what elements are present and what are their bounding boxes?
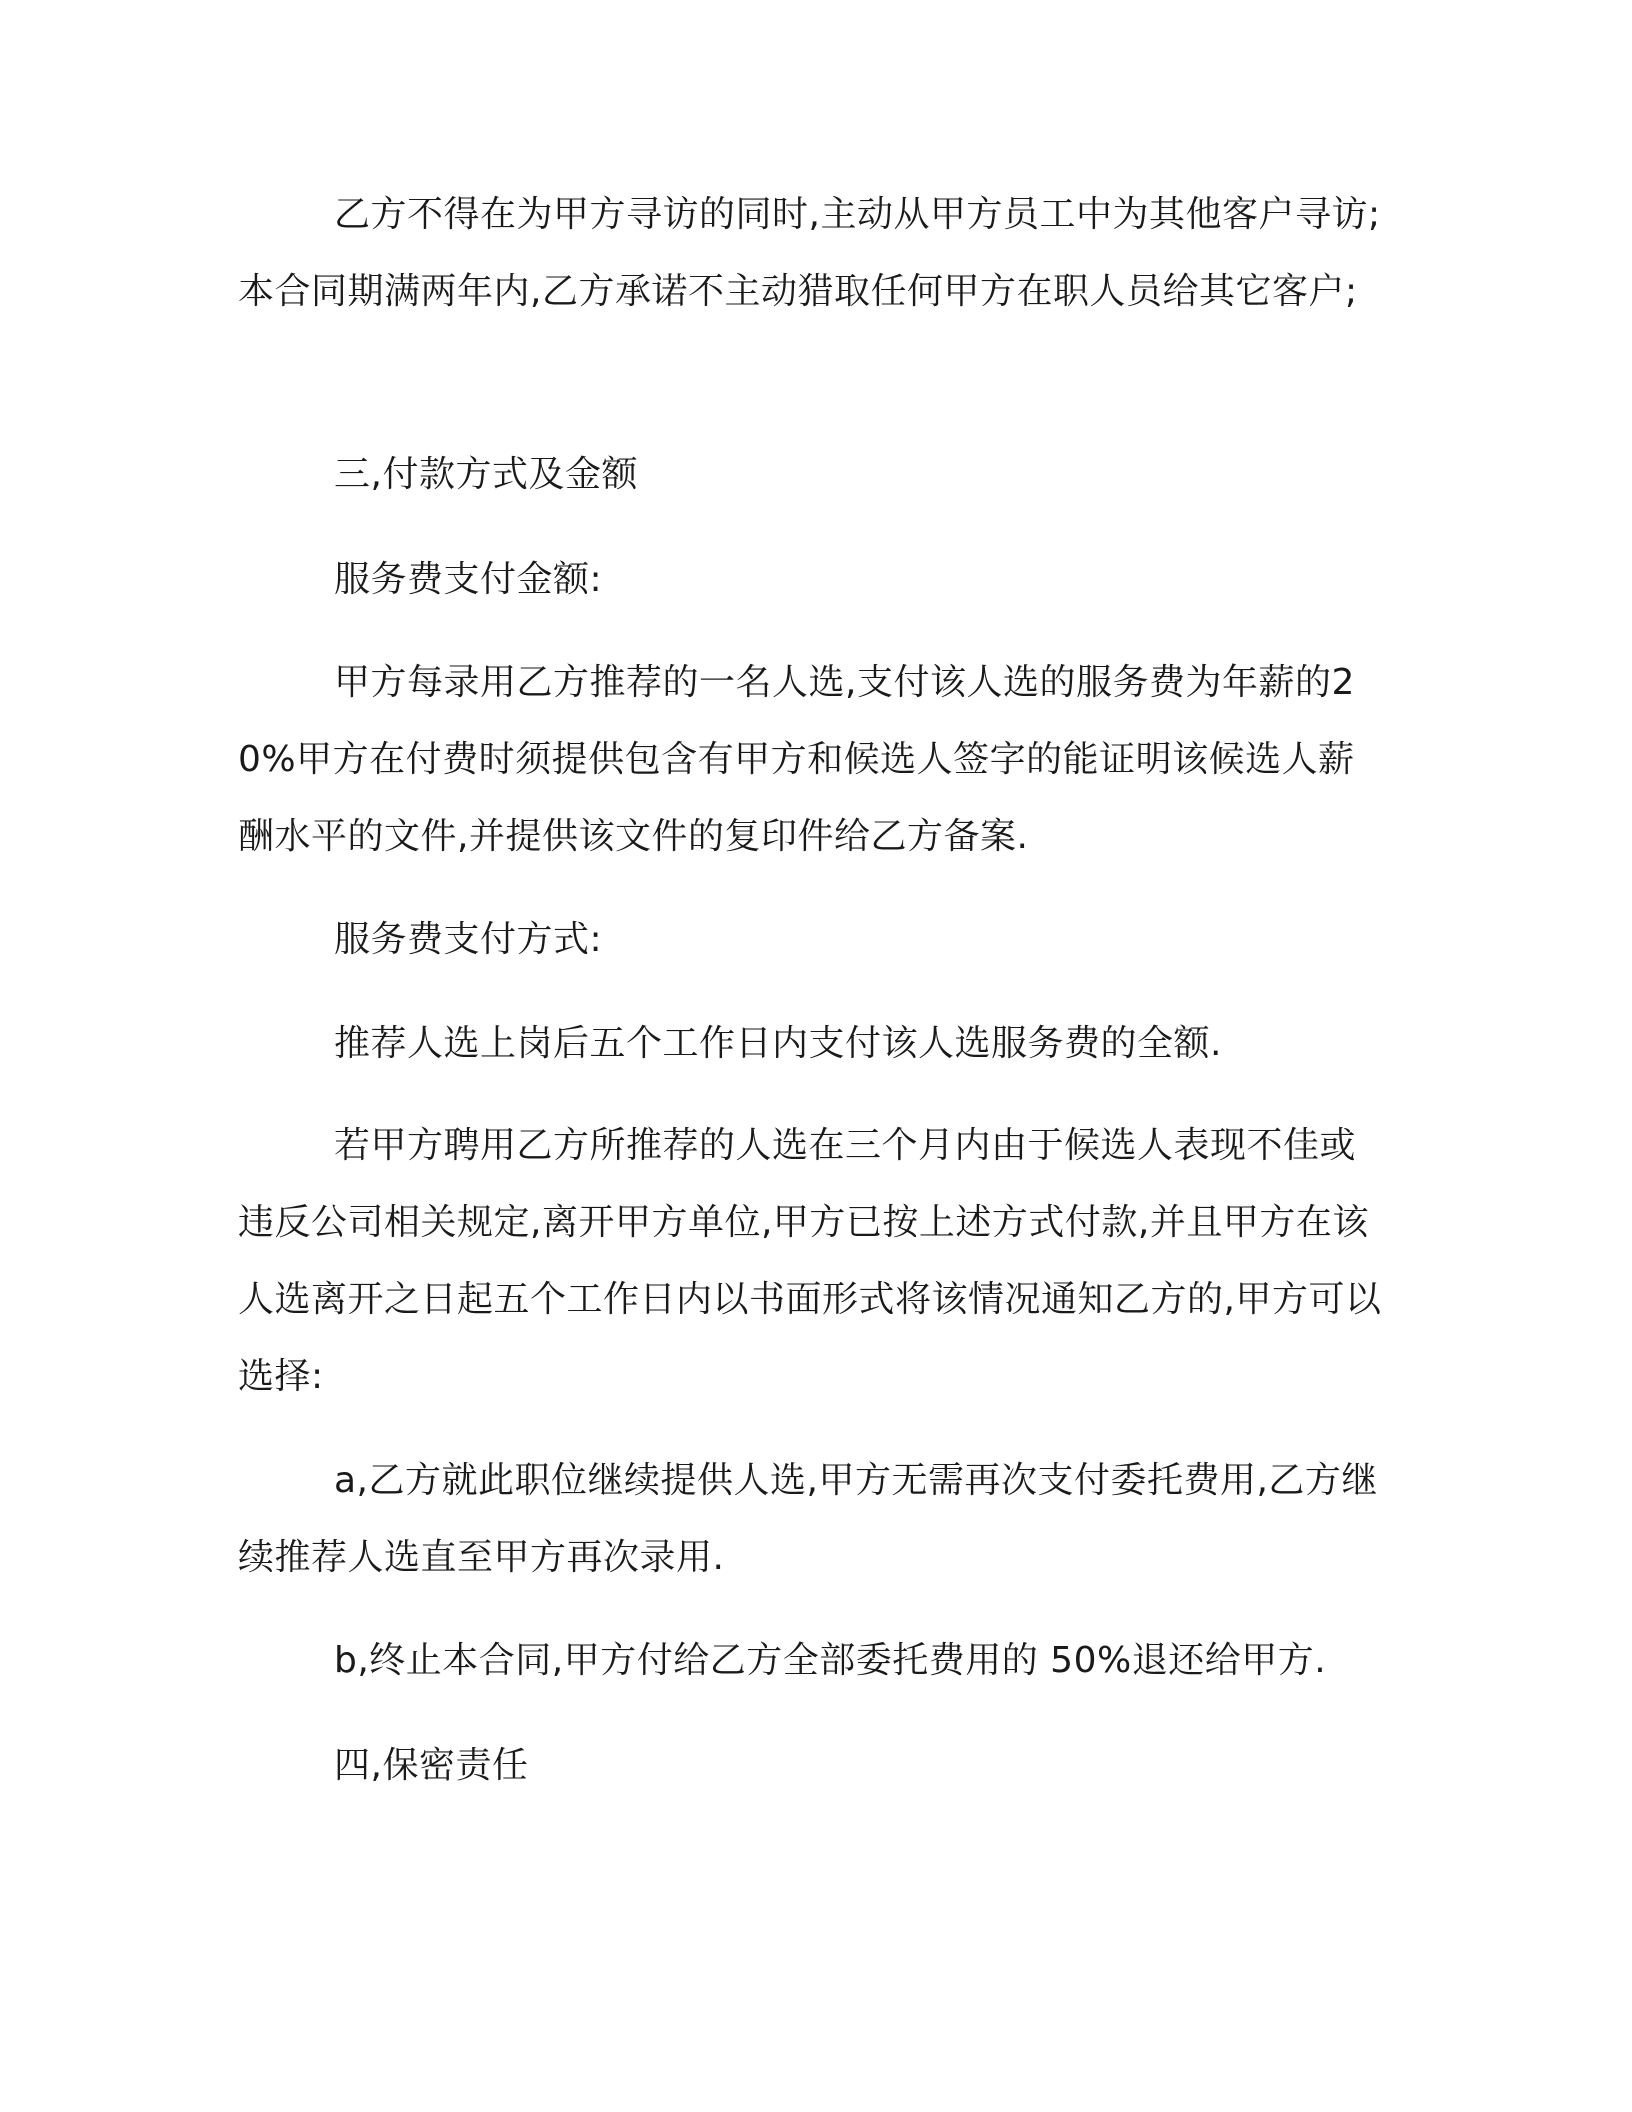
paragraph-fee-amount: 甲方每录用乙方推荐的一名人选,支付该人选的服务费为年薪的20%甲方在付费时须提供包含有甲方和候选人签字的能证明该候选人薪酬水平的文件,并提供该文件的复印件给乙方备案. [238,662,1355,857]
subheading-fee-amount: 服务费支付金额: [334,559,603,600]
paragraph-replacement-terms: 若甲方聘用乙方所推荐的人选在三个月内由于候选人表现不佳或违反公司相关规定,离开甲方单位,甲方已按上述方式付款,并且甲方在该人选离开之日起五个工作日内以书面形式将该情况通知乙方的,甲方可以选择: [238,1125,1382,1397]
section-heading-confidentiality: 四,保密责任 [334,1745,529,1786]
paragraph-option-b: b,终止本合同,甲方付给乙方全部委托费用的 50%退还给甲方. [334,1640,1327,1681]
paragraph-fee-method: 推荐人选上岗后五个工作日内支付该人选服务费的全额. [334,1023,1222,1064]
paragraph-option-a: a,乙方就此职位继续提供人选,甲方无需再次支付委托费用,乙方继续推荐人选直至甲方再次录用. [238,1460,1378,1578]
paragraph-non-solicitation: 乙方不得在为甲方寻访的同时,主动从甲方员工中为其他客户寻访;本合同期满两年内,乙方承诺不主动猎取任何甲方在职人员给其它客户; [238,194,1381,312]
section-heading-payment: 三,付款方式及金额 [334,454,638,495]
subheading-fee-method: 服务费支付方式: [334,919,603,960]
